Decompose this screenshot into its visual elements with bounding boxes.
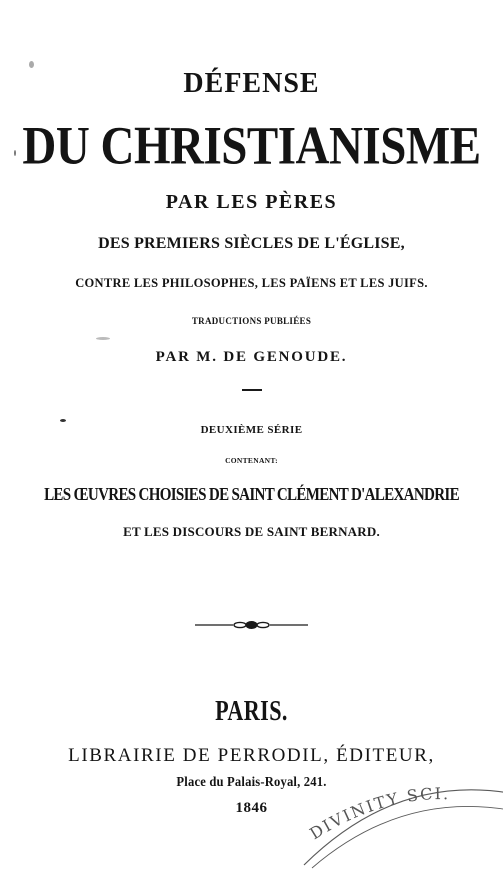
contents-oeuvres: LES ŒUVRES CHOISIES DE SAINT CLÉMENT D'ALEXANDRIE — [44, 484, 459, 504]
library-stamp — [300, 770, 503, 870]
subtitle-par-les-peres: PAR LES PÈRES — [165, 191, 338, 213]
year-line: 1846 — [235, 800, 268, 816]
separator-dash — [242, 389, 262, 391]
city-paris: PARIS. — [215, 694, 288, 727]
ornament-divider — [195, 618, 308, 632]
title-christianisme: DU CHRISTIANISME — [22, 116, 481, 177]
paper-speck — [14, 150, 16, 156]
paper-speck — [60, 419, 66, 422]
series-line: DEUXIÈME SÉRIE — [200, 424, 303, 436]
subtitle-contre: CONTRE LES PHILOSOPHES, LES PAÏENS ET LES JUIFS. — [75, 276, 428, 290]
paper-speck — [29, 61, 34, 68]
title-defense: DÉFENSE — [183, 68, 320, 99]
stamp-text: DIVINITY SCI. — [306, 784, 451, 844]
publisher-line: LIBRAIRIE DE PERRODIL, ÉDITEUR, — [68, 745, 435, 766]
author-line: PAR M. DE GENOUDE. — [155, 349, 348, 365]
svg-text:DIVINITY SCI. — [306, 784, 450, 843]
subtitle-premiers-siecles: DES PREMIERS SIÈCLES DE L'ÉGLISE, — [98, 235, 405, 252]
address-line: Place du Palais-Royal, 241. — [176, 775, 327, 790]
paper-speck — [96, 337, 110, 340]
contents-discours: ET LES DISCOURS DE SAINT BERNARD. — [123, 524, 380, 539]
traductions-line: TRADUCTIONS PUBLIÉES — [191, 316, 312, 326]
contenant-line: CONTENANT: — [225, 456, 278, 465]
